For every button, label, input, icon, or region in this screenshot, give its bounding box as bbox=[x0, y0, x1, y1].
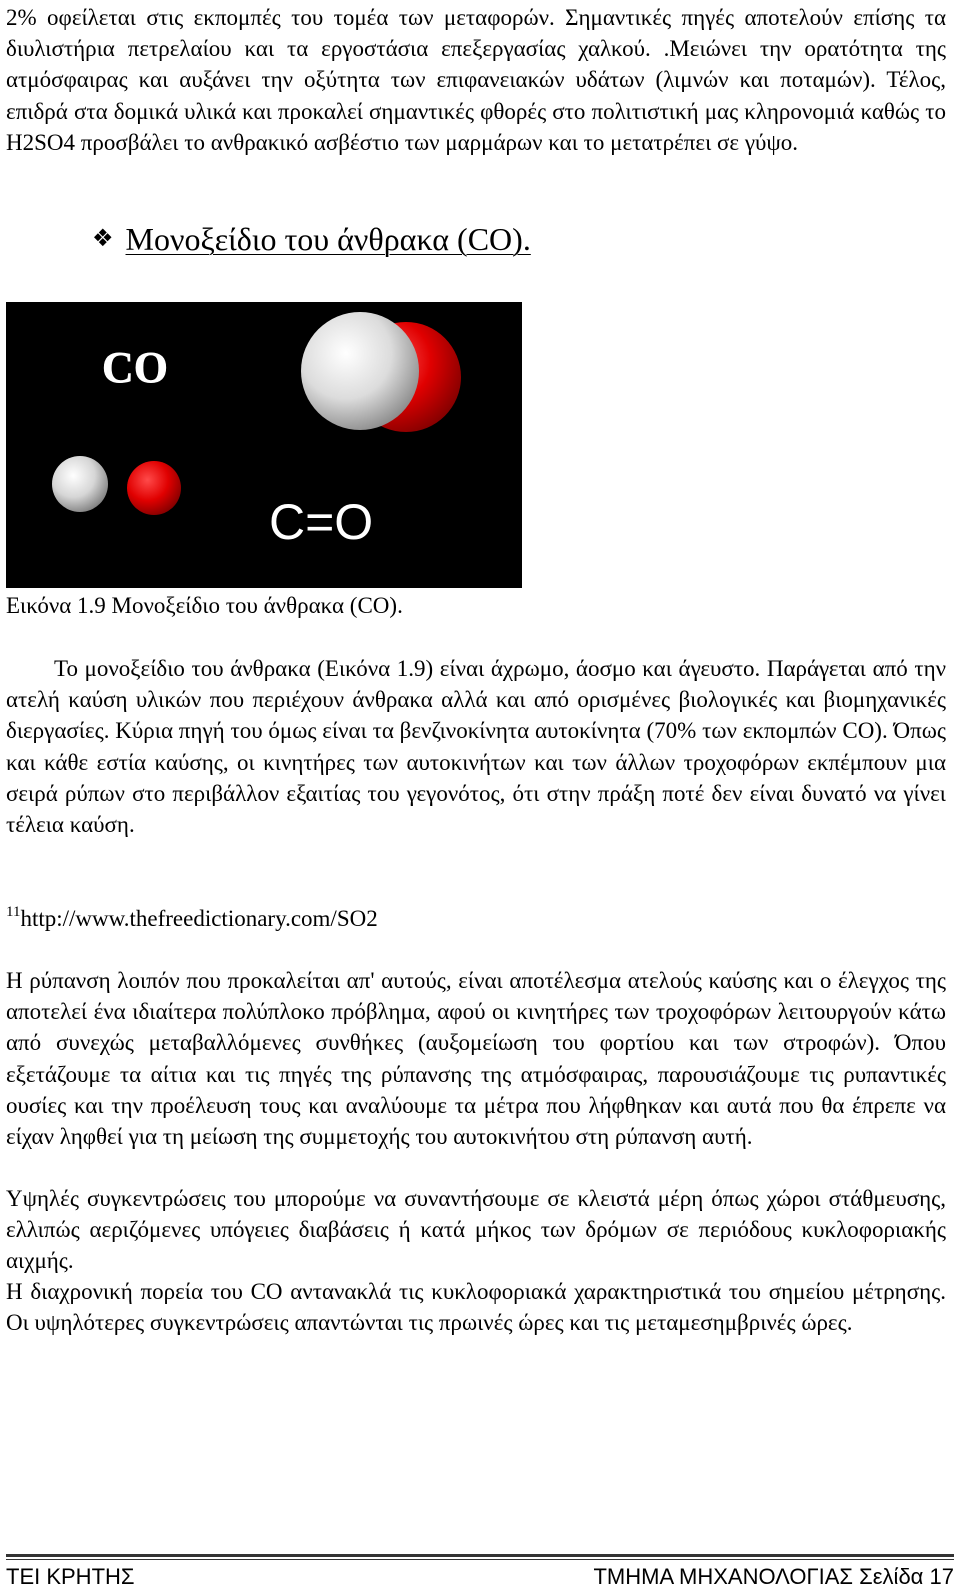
co-formula-label: CO bbox=[102, 343, 168, 392]
footnote-number: 11 bbox=[6, 904, 21, 920]
footnote bbox=[6, 903, 378, 934]
co-molecule-image bbox=[6, 302, 522, 588]
oxygen-atom-small bbox=[127, 461, 181, 515]
figure-caption: Εικόνα 1.9 Μονοξείδιο του άνθρακα (CO). bbox=[6, 593, 403, 618]
carbon-atom-large bbox=[301, 312, 419, 430]
paragraph-trend: Η διαχρονική πορεία του CO αντανακλά τις κυκλοφοριακά χαρακτηριστικά του σημείου μέτρησης. Οι υψηλότερες συγκεντρώσεις απαντώνται τις πρωινές ώρες και τις μεταμεσημβρινές ώρες. bbox=[6, 1279, 946, 1336]
footer-department-page: ΤΜΗΜΑ ΜΗΧΑΝΟΛΟΓΙΑΣ Σελίδα 17 bbox=[593, 1564, 954, 1589]
co-structure-label: C=O bbox=[269, 494, 374, 550]
footnote-url: http://www.thefreedictionary.com/SO2 bbox=[20, 906, 378, 931]
paragraph-co: Το μονοξείδιο του άνθρακα (Εικόνα 1.9) είναι άχρωμο, άοσμο και άγευστο. Παράγεται από την ατελή καύση υλικών που περιέχουν άνθρακα αλλά και από ορισμένες βιολογικές και βιομηχανικές διεργασίες. Κύρια πηγή του όμως είναι τα βενζινοκίνητα αυτοκίνητα (70% των εκπομπών CO). Όπως και κάθε εστία καύσης, οι κινητήρες των αυτοκινήτων και των άλλων τροχοφόρων εκπέμπουν μια σειρά ρύπων στο περιβάλλον εξαιτίας του γεγονότος, ότι στην πράξη ποτέ δεν είναι δυνατό να γίνει τέλεια καύση. bbox=[6, 656, 946, 838]
section-heading-text: Μονοξείδιο του άνθρακα (CO). bbox=[125, 221, 531, 257]
paragraph-pollution: Η ρύπανση λοιπόν που προκαλείται απ' αυτούς, είναι αποτέλεσμα ατελούς καύσης και ο έλεγχος της αποτελεί ένα ιδιαίτερα πολύπλοκο πρόβλημα, αφού οι κινητήρες των τροχοφόρων λειτουργούν κάτω από συνεχώς μεταβαλλόμενες συνθήκες (αυξομείωση του φορτίου και των στροφών). Όπου εξετάζουμε τα αίτια και τις πηγές της ρύπανσης της ατμόσφαιρας, παρουσιάζουμε τις ρυπαντικές ουσίες και την προέλευση τους και αναλύουμε τα μέτρα που λήφθηκαν και αυτά που θα έπρεπε να είχαν ληφθεί για τη μείωση της συμμετοχής του αυτοκινήτου στη ρύπανση αυτή. bbox=[6, 968, 946, 1150]
diamond-bullet-icon: ❖ bbox=[92, 224, 114, 252]
footer-divider bbox=[6, 1554, 954, 1560]
paragraph-intro: 2% οφείλεται στις εκπομπές του τομέα των μεταφορών. Σημαντικές πηγές αποτελούν επίσης τα διυλιστήρια πετρελαίου και τα εργοστάσια επεξεργασίας χαλκού. .Μειώνει την ορατότητα της ατμόσφαιρας και αυξάνει την οξύτητα των επιφανειακών υδάτων (λιμνών και ποταμών). Τέλος, επιδρά στα δομικά υλικά και προκαλεί σημαντικές φθορές στο πολιτιστική μας κληρονομιά καθώς το H2SO4 προσβάλει το ανθρακικό ασβέστιο των μαρμάρων και το μετατρέπει σε γύψο. bbox=[6, 5, 946, 155]
paragraph-high-concentrations: Υψηλές συγκεντρώσεις του μπορούμε να συναντήσουμε σε κλειστά μέρη όπως χώροι στάθμευσης, ελλιπώς αεριζόμενες υπόγειες διαβάσεις ή κατά μήκος των δρόμων σε περιόδους κυκλοφοριακής αιχμής. bbox=[6, 1186, 946, 1274]
footer-institution: ΤΕΙ ΚΡΗΤΗΣ bbox=[6, 1564, 135, 1589]
co-molecule-figure bbox=[6, 302, 522, 588]
section-heading bbox=[92, 214, 531, 263]
carbon-atom-small bbox=[52, 456, 108, 512]
